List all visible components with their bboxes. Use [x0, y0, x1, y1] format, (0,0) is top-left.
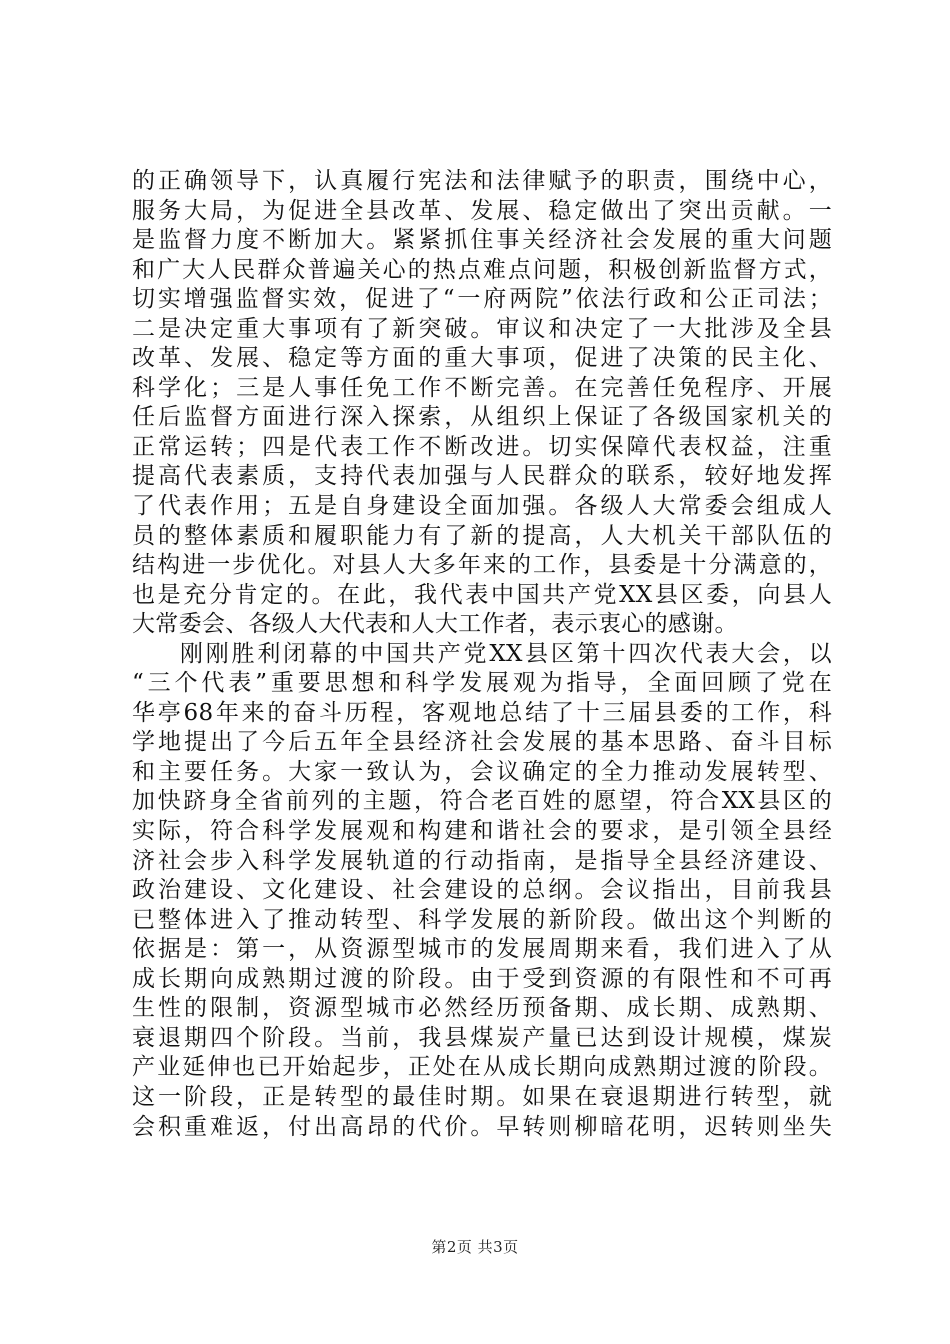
text-line: 已整体进入了推动转型、科学发展的新阶段。做出这个判断的 [132, 906, 832, 933]
text-line: 加快跻身全省前列的主题，符合老百姓的愿望，符合XX县区的 [132, 788, 832, 815]
text-line: 华亭68年来的奋斗历程，客观地总结了十三届县委的工作，科 [132, 699, 832, 726]
text-line: “三个代表”重要思想和科学发展观为指导，全面回顾了党在 [132, 670, 832, 697]
text-line: 了代表作用；五是自身建设全面加强。各级人大常委会组成人 [132, 493, 832, 520]
text-line: 和主要任务。大家一致认为，会议确定的全力推动发展转型、 [132, 758, 832, 785]
text-line: 也是充分肯定的。在此，我代表中国共产党XX县区委，向县人 [132, 581, 832, 608]
text-line: 生性的限制，资源型城市必然经历预备期、成长期、成熟期、 [132, 995, 832, 1022]
text-line: 大常委会、各级人大代表和人大工作者，表示衷心的感谢。 [132, 611, 738, 638]
text-line: 是监督力度不断加大。紧紧抓住事关经济社会发展的重大问题 [132, 227, 832, 254]
text-line: 的正确领导下，认真履行宪法和法律赋予的职责，围绕中心， [132, 168, 832, 194]
paragraph-start-line: 刚刚胜利闭幕的中国共产党XX县区第十四次代表大会，以 [180, 640, 832, 667]
text-line: 二是决定重大事项有了新突破。审议和决定了一大批涉及全县 [132, 315, 832, 342]
text-line: 成长期向成熟期过渡的阶段。由于受到资源的有限性和不可再 [132, 965, 832, 992]
text-line: 会积重难返，付出高昂的代价。早转则柳暗花明，迟转则坐失 [132, 1113, 832, 1140]
text-line: 实际，符合科学发展观和构建和谐社会的要求，是引领全县经 [132, 818, 832, 845]
text-line: 和广大人民群众普遍关心的热点难点问题，积极创新监督方式， [132, 256, 832, 283]
text-line: 员的整体素质和履职能力有了新的提高，人大机关干部队伍的 [132, 522, 832, 549]
text-line: 这一阶段，正是转型的最佳时期。如果在衰退期进行转型，就 [132, 1083, 832, 1110]
body-text [132, 167, 832, 1142]
text-line: 正常运转；四是代表工作不断改进。切实保障代表权益，注重 [132, 433, 832, 460]
text-line: 切实增强监督实效，促进了“一府两院”依法行政和公正司法； [132, 286, 832, 313]
text-line: 科学化；三是人事任免工作不断完善。在完善任免程序、开展 [132, 374, 832, 401]
text-line: 服务大局，为促进全县改革、发展、稳定做出了突出贡献。一 [132, 197, 832, 224]
text-line: 改革、发展、稳定等方面的重大事项，促进了决策的民主化、 [132, 345, 832, 372]
text-line: 衰退期四个阶段。当前，我县煤炭产量已达到设计规模，煤炭 [132, 1024, 832, 1051]
text-line: 依据是：第一，从资源型城市的发展周期来看，我们进入了从 [132, 936, 832, 963]
text-line: 结构进一步优化。对县人大多年来的工作，县委是十分满意的， [132, 552, 832, 579]
text-line: 学地提出了今后五年全县经济社会发展的基本思路、奋斗目标 [132, 729, 832, 756]
text-line: 任后监督方面进行深入探索，从组织上保证了各级国家机关的 [132, 404, 832, 431]
text-line: 济社会步入科学发展轨道的行动指南，是指导全县经济建设、 [132, 847, 832, 874]
text-line: 提高代表素质，支持代表加强与人民群众的联系，较好地发挥 [132, 463, 832, 490]
page-footer: 第2页 共3页 [431, 1238, 519, 1256]
text-line: 政治建设、文化建设、社会建设的总纲。会议指出，目前我县 [132, 877, 832, 904]
text-line: 产业延伸也已开始起步，正处在从成长期向成熟期过渡的阶段。 [132, 1054, 832, 1081]
